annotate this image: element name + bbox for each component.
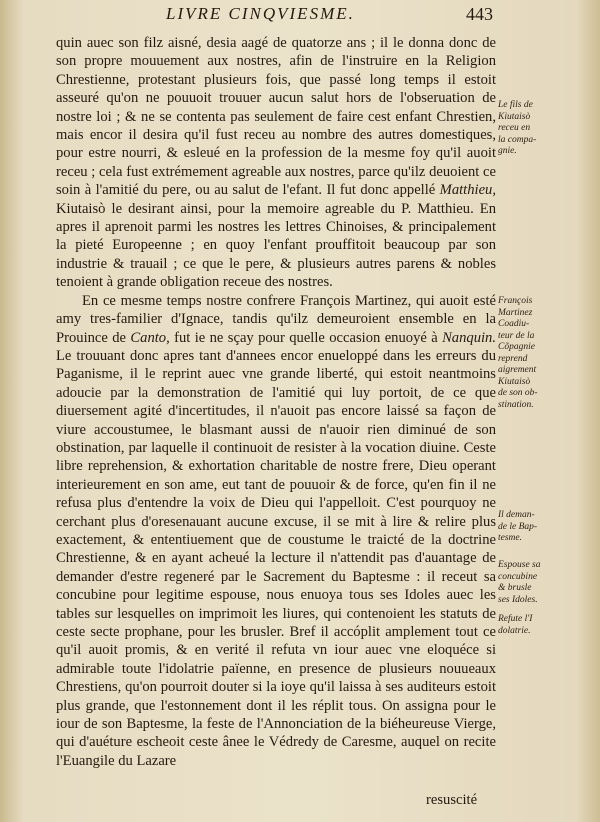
text-run: Kiutaisò le desirant ainsi, pour la memoire agreable du P. Matthieu. En apres il aprenoit parmi les nostres les lettres Chinoises, & principalement la pieté Europeenne ; en quoy l'enfant prouffitoit beaucoup par son industrie & trauail ; ce que le pere, & plusieurs autres parens & nobles tenoient à grande obligation receue des nostres. — [56, 200, 496, 291]
page-number: 443 — [466, 4, 493, 24]
catchword: resuscité — [426, 792, 478, 808]
text-run: Le trouuant donc apres tant d'annees encor enueloppé dans les erreurs du Paganisme, il le reprint auec vne grande liberté, qui estoit neantmoins adoucie par la demonstration de l'amitié qui luy portoit, de ce que diuersement agité d'incertitudes, il n'auoit pas encore laissé sa façon de viure accoustumee, le blasmant aussi de n'auoir rien diminué de son obstination, par laquelle il continuoit de resister à la vocation diuine. Ceste libre reprehension, & exhortation charitable de nostre frere, Dieu operant interieurement en son ame, eut tant de pouuoir & de force, qu'en fin il ne refusa plus d'entendre la voix de Dieu qui l'appelloit. C'est pourquoy ne cerchant plus d'oresenauant aucune excuse, il se mit à lire & relire plus exactement, & ententiuement que de coustume le traicté de la doctrine Chrestienne, & en ayant acheué la lecture il n'attendit pas d'auantage de demander d'estre regeneré par le Sacrement du Baptesme : il receut sa concubine pour legitime espouse, nous enuoya tous ses Idoles auec les tables sur lesquelles on imprimoit les liures, qui contenoient les statuts de ceste secte prophane, pour les brusler. Bref il accóplit amplement tout ce qu'il auoit promis, & en verité il refuta vn iour auec vne eloquéce si admirable toute l'idolatrie païenne, en presence de plusieurs nouueaux Chrestiens, qu'on pourroit douter si la ioye qu'il laissa à ses auditeurs estoit plus grande, que l'estonnement dont il les réplit tous. On assigna pour le iour de son Baptesme, la feste de l'Annonciation de la biéheureuse Vierge, qui d'auéture escheoit ceste ânee le Védredy de Caresme, auquel on recite l'Euangile du Lazare — [56, 347, 496, 769]
margin-note-line: dolatrie. — [498, 625, 531, 636]
margin-note-2 — [498, 296, 556, 411]
italic-text: Matthieu, — [439, 182, 496, 199]
margin-note-line: Espouse sa — [498, 560, 541, 570]
margin-note-line: la compa- — [498, 134, 537, 145]
margin-note-line: concubine — [498, 571, 538, 582]
margin-note-line: de le Bap- — [498, 521, 538, 532]
margin-note-line: tesme. — [498, 533, 523, 543]
page-header — [0, 4, 600, 30]
margin-note-line: & brusle — [498, 583, 532, 593]
margin-note-line: François — [498, 296, 533, 306]
margin-note-line: Kiutaisò — [498, 376, 531, 387]
margin-note-1 — [498, 100, 556, 158]
main-text-block — [56, 34, 496, 770]
margin-note-line: Kiutaisò — [498, 111, 531, 122]
running-title: LIVRE CINQVIESME. — [166, 4, 355, 23]
margin-note-line: ses Idoles. — [498, 594, 538, 605]
margin-note-line: gnie. — [498, 146, 517, 156]
margin-note-line: de son ob- — [498, 388, 538, 398]
margin-note-5 — [498, 614, 556, 637]
paragraph — [56, 292, 496, 771]
text-run: fut ie ne sçay pour quelle occasion enuoyé à — [169, 329, 443, 346]
margin-note-line: aigrement — [498, 365, 537, 375]
margin-note-4 — [498, 560, 556, 606]
italic-text: Nanquin. — [442, 329, 496, 346]
margin-note-line: Martinez — [498, 307, 533, 318]
margin-note-line: Le fils de — [498, 100, 533, 110]
paragraph — [56, 34, 496, 292]
margin-note-line: receu en — [498, 123, 531, 133]
italic-text: Canto, — [130, 329, 170, 346]
margin-note-line: teur de la — [498, 330, 535, 341]
margin-note-line: stination. — [498, 399, 534, 410]
text-run: quin auec son filz aisné, desia aagé de quatorze ans ; il le donna donc de son propre mouuement aux nostres, afin de l'instruire en la Religion Chrestienne, protestant plusieurs fois, que passé long temps il estoit asseuré qu'on ne pouuoit trouuer aucun salut hors de l'obseruation de nostre loi ; & ne se contenta pas seulement de faire cest enfant Chrestien, mais encor il desira qu'il fust receu au nombre des autres domestiques, pour estre nourri, & esleué en la profession de la mesme foy qu'il auoit receu ; cela fust extrémement agreable aux nostres, parce qu'ilz deuoient ce soin à l'amitié du pere, ou au salut de l'efant. Il fut donc appellé — [56, 35, 496, 199]
margin-note-line: Il deman- — [498, 510, 535, 520]
margin-note-line: Refute l'I — [498, 614, 533, 624]
margin-note-line: reprend — [498, 353, 528, 364]
margin-note-line: Cõpagnie — [498, 342, 535, 352]
margin-note-3 — [498, 510, 556, 545]
margin-note-line: Coadiu- — [498, 319, 530, 329]
text-run: En ce mesme temps nostre confrere François Martinez, qui auoit esté amy tres-familier d'Ignace, tandis qu'ilz demeuroient ensemble en la Prouince de — [56, 292, 496, 346]
